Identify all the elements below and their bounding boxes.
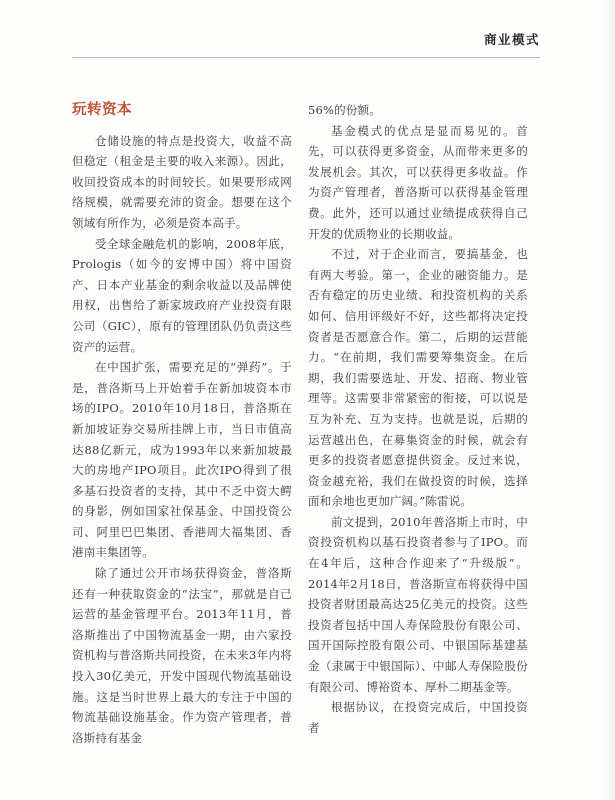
body-paragraph: 56%的份额。 <box>308 103 381 117</box>
page-edge-shadow <box>605 0 615 800</box>
two-column-text-block <box>72 100 528 748</box>
body-paragraph: 除了通过公开市场获得资金，普洛斯还有一种获取资金的“法宝”，那就是自己运营的基金管理平台。2013年11月，普洛斯推出了中国物流基金一期，由六家投资机构与普洛斯共同投资，在未来3年内将投入30亿美元，开发中国现代物流基础设施。这是当时世界上最大的专注于中国的物流基础设施基金。作为资产管理者，普洛斯持有基金 <box>72 566 292 745</box>
body-paragraph: 根据协议，在投资完成后，中国投资者 <box>308 700 528 735</box>
body-paragraph: 不过，对于企业而言，要搞基金，也有两大考验。第一，企业的融资能力。是否有稳定的历史业绩、和投资机构的关系如何、信用评级好不好，这些都将决定投资者是否愿意合作。第二，后期的运营能力。“在前期，我们需要筹集资金。在后期，我们需要选址、开发、招商、物业管理等。这需要非常紧密的衔接，可以说是互为补充、互为支持。也就是说，后期的运营越出色，在募集资金的时候，就会有更多的投资者愿意提供资金。反过来说，资金越充裕，我们在做投资的时候，选择面和余地也更加广阔。”陈雷说。 <box>308 247 528 509</box>
right-text-column <box>308 100 528 748</box>
running-head-title: 商业模式 <box>483 32 540 47</box>
body-paragraph: 在中国扩张，需要充足的“弹药”。于是，普洛斯马上开始着手在新加坡资本市场的IPO。2010年10月18日，普洛斯在新加坡证券交易所挂牌上市，当日市值高达88亿新元，成为1993年以来新加坡最大的房地产IPO项目。此次IPO得到了很多基石投资者的支持，其中不乏中资大鳄的身影，例如国家社保基金、中国投资公司、阿里巴巴集团、香港周大福集团、香港南丰集团等。 <box>72 360 292 560</box>
left-text-column <box>72 100 292 748</box>
section-heading: 玩转资本 <box>72 102 132 118</box>
body-paragraph: 仓储设施的特点是投资大，收益不高但稳定（租金是主要的收入来源）。因此，收回投资成本的时间较长。如果要形成网络规模，就需要充沛的资金。想要在这个领域有所作为，必须是资本高手。 <box>72 133 292 230</box>
body-paragraph: 受全球金融危机的影响，2008年底，Prologis（如今的安博中国）将中国资产、日本产业基金的剩余收益以及品牌使用权，出售给了新家坡政府产业投资有限公司（GIC），原有的管理团队仍负责这些资产的运营。 <box>72 236 292 354</box>
header-divider-rule <box>72 57 540 58</box>
body-paragraph: 基金模式的优点是显而易见的。首先，可以获得更多资金，从而带来更多的发展机会。其次，可以获得更多收益。作为资产管理者，普洛斯可以获得基金管理费。此外，还可以通过业绩提成获得自己开发的优质物业的长期收益。 <box>308 123 528 241</box>
body-paragraph: 前文提到，2010年普洛斯上市时，中资投资机构以基石投资者参与了IPO。而在4年后，这种合作迎来了“升级版”。2014年2月18日，普洛斯宣布将获得中国投资者财团最高达25亿美元的投资。这些投资者包括中国人寿保险股份有限公司、国开国际控股有限公司、中银国际基建基金（隶属于中银国际）、中邮人寿保险股份有限公司、博裕资本、厚朴二期基金等。 <box>308 514 528 694</box>
